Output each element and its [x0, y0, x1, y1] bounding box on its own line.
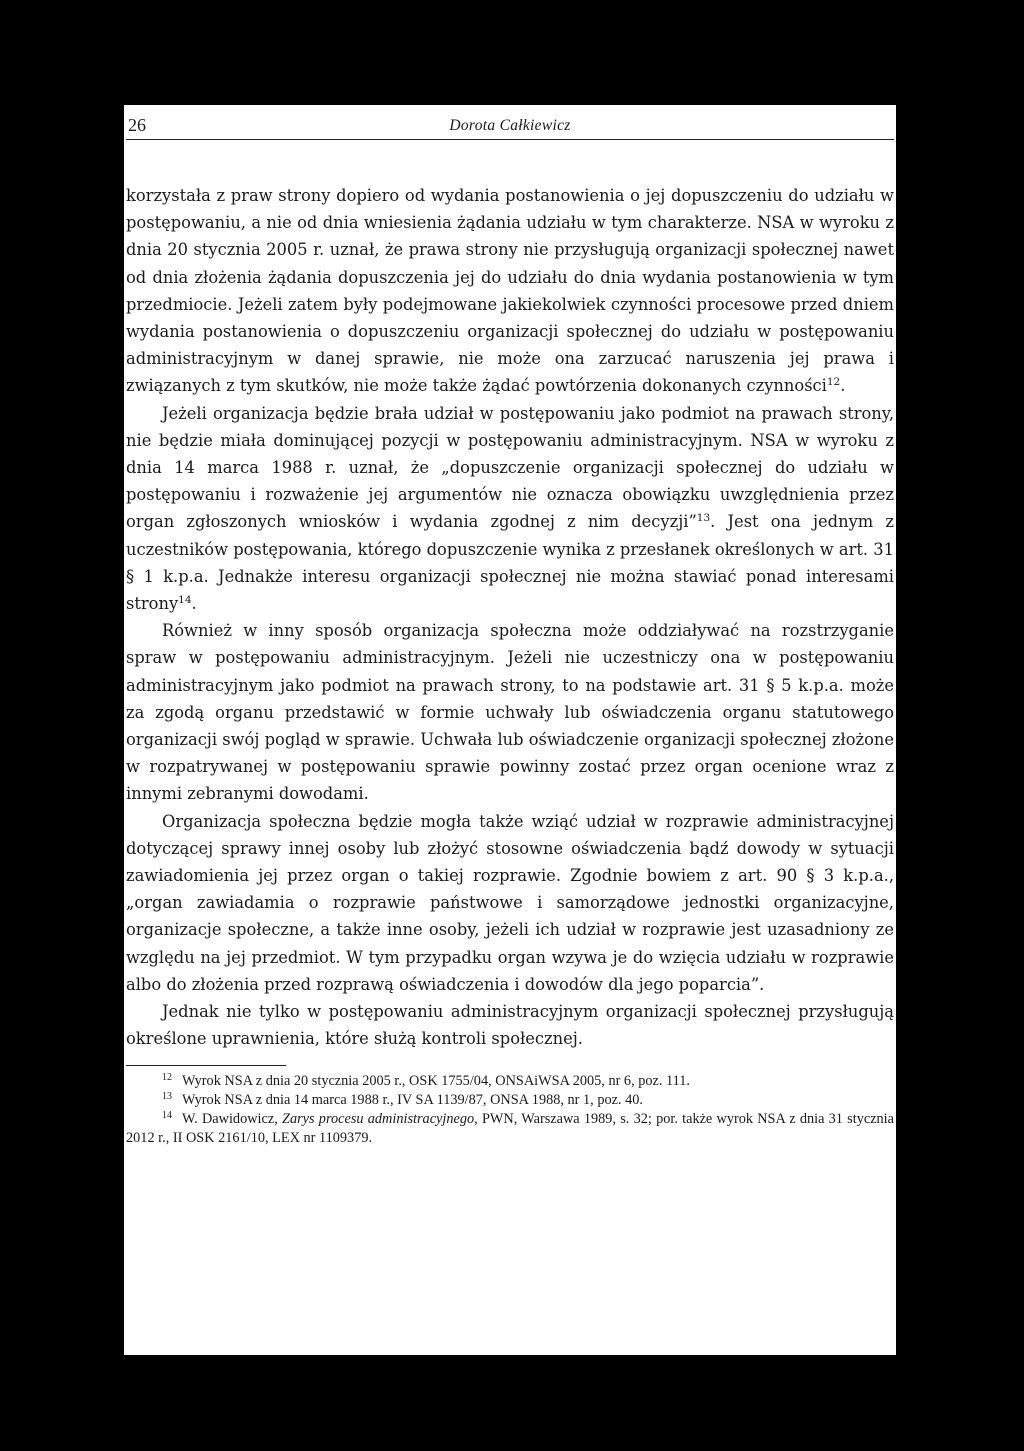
footnote-text: W. Dawidowicz,	[182, 1110, 283, 1127]
paragraph-2	[126, 400, 894, 618]
running-author: Dorota Całkiewicz	[449, 117, 571, 134]
footnote-12	[126, 1072, 894, 1091]
footnote-text: Wyrok NSA z dnia 20 stycznia 2005 r., OSK 1755/04, ONSAiWSA 2005, nr 6, poz. 111.	[182, 1072, 690, 1089]
paragraph-1	[126, 182, 894, 400]
paragraph-5: Jednak nie tylko w postępowaniu administracyjnym organizacji społecznej przysługują określone uprawnienia, które służą kontroli społecznej.	[126, 1002, 894, 1049]
paragraph-text: korzystała z praw strony dopiero od wydania postanowienia o jej dopuszczeniu do udziału w postępowaniu, a nie od dnia wniesienia żądania udziału w tym charakterze. NSA w wyroku z dnia 20 stycznia 2005 r. uznał, że prawa strony nie przysługują organizacji społecznej nawet od dnia złożenia żądania dopuszczenia jej do udziału do dnia wydania postanowienia w tym przedmiocie. Jeżeli zatem były podejmowane jakiekolwiek czynności procesowe przed dniem wydania postanowienia o dopuszczeniu organizacji społecznej do udziału w postępowaniu administracyjnym w danej sprawie, nie może ona zarzucać naruszenia jej prawa i związanych z tym skutków, nie może także żądać powtórzenia dokonanych czynności	[126, 186, 894, 396]
paragraph-text: Jeżeli organizacja będzie brała udział w postępowaniu jako podmiot na prawach strony, nie będzie miała dominującej pozycji w postępowaniu administracyjnym. NSA w wyroku z dnia 14 marca 1988 r. uznał, że „dopuszczenie organizacji społecznej do udziału w postępowaniu i rozważenie jej argumentów nie oznacza obowiązku uwzględnienia przez organ zgłoszonych wniosków i wydania zgodnej z nim decyzji”	[126, 403, 894, 532]
paragraph-end: .	[191, 594, 197, 614]
footnote-text: Wyrok NSA z dnia 14 marca 1988 r., IV SA 1139/87, ONSA 1988, nr 1, poz. 40.	[182, 1091, 643, 1108]
footnotes	[126, 1072, 894, 1149]
main-text	[126, 182, 894, 1053]
footnote-number: 12	[162, 1071, 172, 1083]
paragraph-end: .	[840, 376, 846, 396]
page-number: 26	[128, 115, 146, 135]
paragraph-4: Organizacja społeczna będzie mogła także wziąć udział w rozprawie administracyjnej dotyczącej sprawy innej osoby lub złożyć stosowne oświadczenia bądź dowody w sytuacji zawiadomienia jej przez organ o takiej rozprawie. Zgodnie bowiem z art. 90 § 3 k.p.a., „organ zawiadamia o rozprawie państwowe i samorządowe jednostki organizacyjne, organizacje społeczne, a także inne osoby, jeżeli ich udział w rozprawie jest uzasadniony ze względu na jej przedmiot. W tym przypadku organ wzywa je do wzięcia udziału w rozprawie albo do złożenia przed rozprawą oświadczenia i dowodów dla jego poparcia”.	[126, 811, 894, 994]
cited-title: Zarys procesu administracyjnego	[282, 1110, 475, 1127]
footnote-ref-13[interactable]: 13	[696, 512, 711, 525]
footnote-number: 14	[162, 1109, 172, 1121]
footnote-divider	[126, 1065, 286, 1066]
running-header	[126, 115, 894, 140]
paragraph-text: . Jest ona jednym z uczestników postępowania, którego dopuszczenie wynika z przesłanek określonych w art. 31 § 1 k.p.a. Jednakże interesu organizacji społecznej nie można stawiać ponad interesami strony	[126, 512, 894, 614]
footnote-ref-14[interactable]: 14	[178, 594, 192, 607]
footnote-14	[126, 1110, 894, 1148]
document-page	[124, 105, 896, 1355]
footnote-text: , PWN, Warszawa 1989, s. 32; por. także wyrok NSA z dnia 31 stycznia 2012 r., II OSK 2161/10, LEX nr 1109379.	[126, 1110, 894, 1147]
paragraph-3: Również w inny sposób organizacja społeczna może oddziaływać na rozstrzyganie spraw w postępowaniu administracyjnym. Jeżeli nie uczestniczy ona w postępowaniu administracyjnym jako podmiot na prawach strony, to na podstawie art. 31 § 5 k.p.a. może za zgodą organu przedstawić w formie uchwały lub oświadczenia organu statutowego organizacji swój pogląd w sprawie. Uchwała lub oświadczenie organizacji społecznej złożone w rozpatrywanej w postępowaniu sprawie powinny zostać przez organ ocenione wraz z innymi zebranymi dowodami.	[126, 621, 894, 804]
footnote-ref-12[interactable]: 12	[826, 376, 841, 389]
footnote-number: 13	[162, 1090, 172, 1102]
footnote-13	[126, 1091, 894, 1110]
